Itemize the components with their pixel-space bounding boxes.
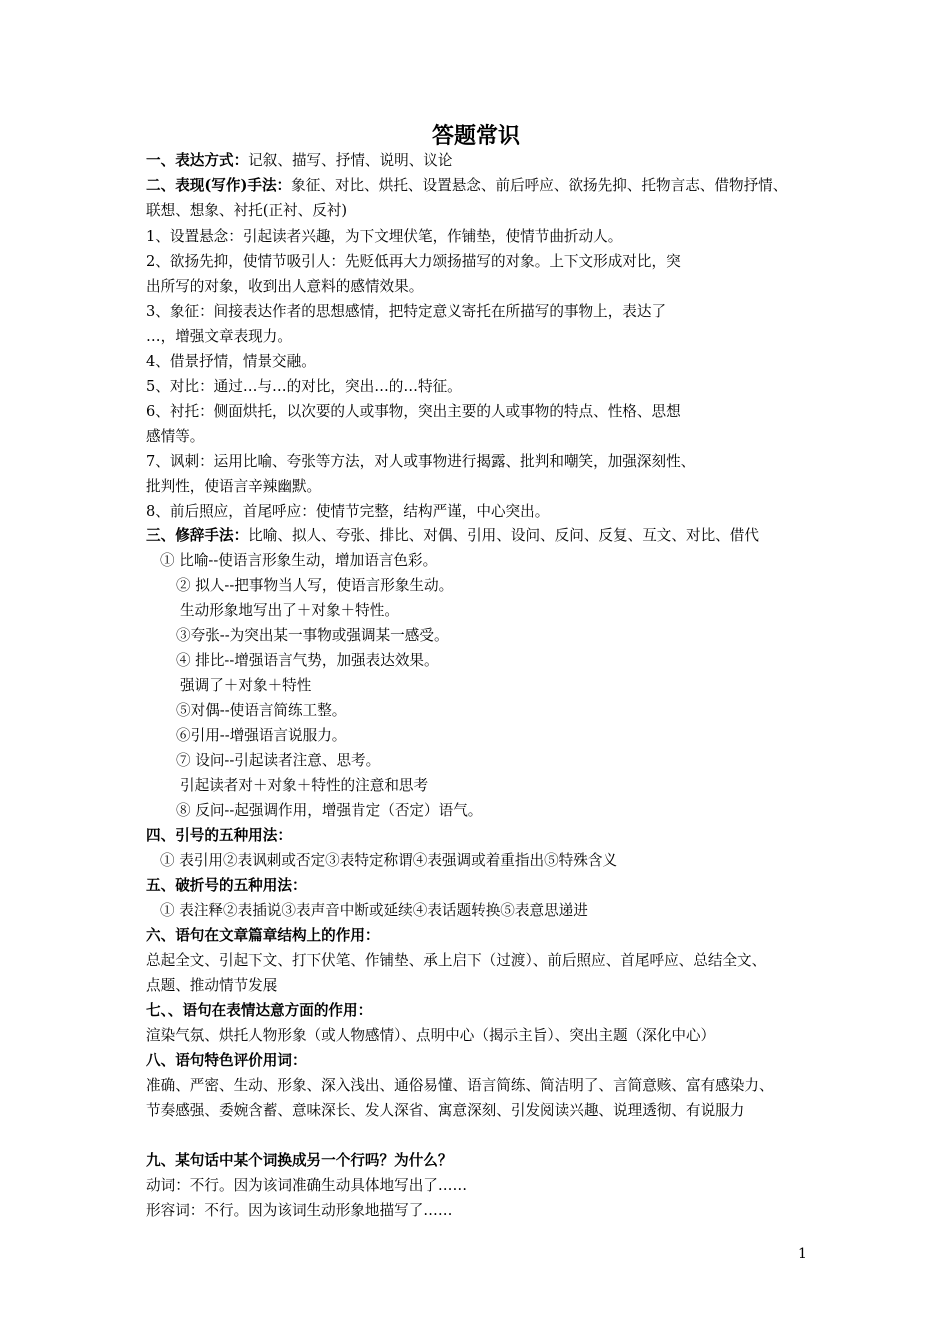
section-4-head: 四、引号的五种用法：	[146, 827, 292, 844]
section-3-head: 三、修辞手法：	[146, 527, 249, 544]
section-9-text: 形容词：不行。因为该词生动形象地描写了……	[146, 1202, 453, 1219]
item-line: …，增强文章表现力。	[146, 328, 292, 345]
rhetoric-line: ② 拟人--把事物当人写，使语言形象生动。	[176, 577, 454, 594]
rhetoric-line: ⑦ 设问--引起读者注意、思考。	[176, 752, 381, 769]
rhetoric-line: 引起读者对＋对象＋特性的注意和思考	[180, 777, 429, 794]
section-9-head: 九、某句话中某个词换成另一个行吗？为什么？	[146, 1152, 453, 1169]
section-6-text: 总起全文、引起下文、打下伏笔、作铺垫、承上启下（过渡）、前后照应、首尾呼应、总结全文、	[146, 952, 767, 969]
section-5-head: 五、破折号的五种用法：	[146, 877, 307, 894]
section-7-text: 渲染气氛、烘托人物形象（或人物感情）、点明中心（揭示主旨）、突出主题（深化中心）	[146, 1027, 716, 1044]
rhetoric-line: ⑧ 反问--起强调作用，增强肯定（否定）语气。	[176, 802, 483, 819]
rhetoric-line: ③夸张--为突出某一事物或强调某一感受。	[176, 627, 449, 644]
item-line: 3、象征：间接表达作者的思想感情，把特定意义寄托在所描写的事物上，表达了	[146, 303, 667, 320]
section-4-text: ① 表引用②表讽刺或否定③表特定称谓④表强调或着重指出⑤特殊含义	[160, 852, 618, 869]
rhetoric-line: ⑤对偶--使语言简练工整。	[176, 702, 347, 719]
section-1	[146, 148, 453, 173]
rhetoric-line: ① 比喻--使语言形象生动，增加语言色彩。	[160, 552, 438, 569]
section-2	[146, 173, 787, 198]
section-8-text: 节奏感强、委婉含蓄、意味深长、发人深省、寓意深刻、引发阅读兴趣、说理透彻、有说服力	[146, 1102, 745, 1119]
section-7-head: 七、、语句在表情达意方面的作用：	[146, 1002, 373, 1019]
section-3-text: 比喻、拟人、夸张、排比、对偶、引用、设问、反问、反复、互文、对比、借代	[248, 527, 759, 544]
section-8-text: 准确、严密、生动、形象、深入浅出、通俗易懂、语言简练、简洁明了、言简意赅、富有感染力、	[146, 1077, 774, 1094]
section-1-text: 记叙、描写、抒情、说明、议论	[248, 152, 453, 169]
section-8-head: 八、语句特色评价用词：	[146, 1052, 307, 1069]
item-line: 6、衬托：侧面烘托，以次要的人或事物，突出主要的人或事物的特点、性格、思想	[146, 403, 681, 420]
rhetoric-line: 生动形象地写出了＋对象＋特性。	[180, 602, 399, 619]
rhetoric-line: 强调了＋对象＋特性	[180, 677, 312, 694]
section-2-cont: 联想、想象、衬托(正衬、反衬)	[146, 202, 348, 219]
page-number: 1	[798, 1246, 807, 1262]
section-2-text: 象征、对比、烘托、设置悬念、前后呼应、欲扬先抑、托物言志、借物抒情、	[291, 177, 788, 194]
section-1-head: 一、表达方式：	[146, 152, 249, 169]
rhetoric-line: ④ 排比--增强语言气势，加强表达效果。	[176, 652, 439, 669]
section-6-text: 点题、推动情节发展	[146, 977, 278, 994]
section-3	[146, 523, 759, 548]
item-line: 7、讽刺：运用比喻、夸张等方法，对人或事物进行揭露、批判和嘲笑，加强深刻性、	[146, 453, 696, 470]
item-line: 2、欲扬先抑，使情节吸引人：先贬低再大力颂扬描写的对象。上下文形成对比，突	[146, 253, 681, 270]
item-line: 感情等。	[146, 428, 205, 445]
item-line: 5、对比：通过…与…的对比，突出…的…特征。	[146, 378, 462, 395]
section-6-head: 六、语句在文章篇章结构上的作用：	[146, 927, 380, 944]
section-5-text: ① 表注释②表插说③表声音中断或延续④表话题转换⑤表意思递进	[160, 902, 588, 919]
item-line: 出所写的对象，收到出人意料的感情效果。	[146, 278, 424, 295]
section-9-text: 动词：不行。因为该词准确生动具体地写出了……	[146, 1177, 468, 1194]
item-line: 8、前后照应，首尾呼应：使情节完整，结构严谨，中心突出。	[146, 503, 550, 520]
section-2-head: 二、表现(写作)手法：	[146, 177, 292, 194]
rhetoric-line: ⑥引用--增强语言说服力。	[176, 727, 347, 744]
page-title: 答题常识	[431, 124, 520, 149]
item-line: 4、借景抒情，情景交融。	[146, 353, 316, 370]
item-line: 批判性，使语言辛辣幽默。	[146, 478, 322, 495]
item-line: 1、设置悬念：引起读者兴趣，为下文埋伏笔，作铺垫，使情节曲折动人。	[146, 228, 623, 245]
